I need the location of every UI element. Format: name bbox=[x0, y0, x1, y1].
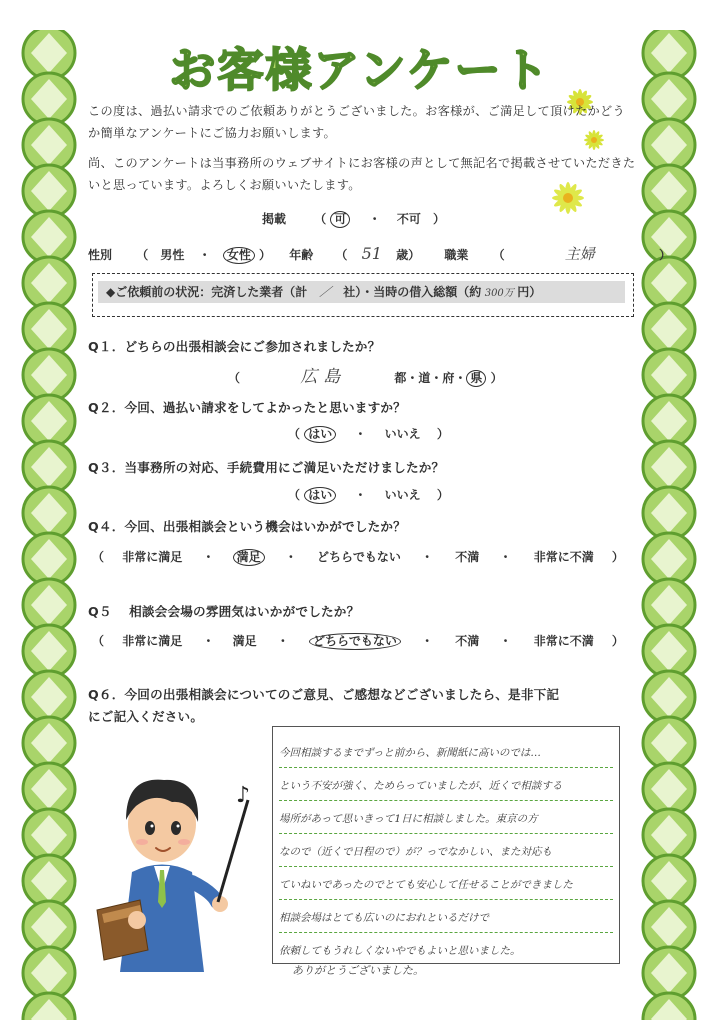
q5-option-dissatisfied[interactable]: 不満 bbox=[455, 634, 480, 648]
publish-label: 掲載 bbox=[262, 212, 287, 226]
q4-option-dissatisfied[interactable]: 不満 bbox=[455, 550, 480, 564]
comment-line: 場所があって思いきって1日に相談しました。東京の方 bbox=[279, 797, 613, 834]
q3-answer-row: （ はい ・ いいえ ） bbox=[288, 488, 449, 502]
comment-line: なので（近くで日程ので）が？っでなかしい、また対応も bbox=[279, 830, 613, 867]
comment-line: 今回相談するまでずっと前から、新聞紙に高いのでは… bbox=[279, 731, 613, 768]
question-6: Q６．今回の出張相談会についてのご意見、ご感想などございましたら、是非下記 bbox=[88, 687, 560, 702]
page-title bbox=[90, 30, 630, 108]
age-label: 年齢 bbox=[289, 248, 314, 262]
intro-paragraph: この度は、過払い請求でのご依頼ありがとうございました。お客様が、ご満足して頂けたかどうか簡単なアンケートにご協力お願いします。 bbox=[88, 104, 625, 140]
q5-option-satisfied[interactable]: 満足 bbox=[232, 634, 257, 648]
q1-prefecture-value[interactable]: 広島 bbox=[300, 367, 347, 387]
companies-count-field[interactable]: ／ bbox=[319, 285, 332, 299]
age-value[interactable]: 51 bbox=[361, 244, 382, 263]
comment-box[interactable] bbox=[272, 726, 620, 964]
q4-option-neutral[interactable]: どちらでもない bbox=[317, 550, 401, 564]
gender-female-option[interactable]: 女性 bbox=[223, 247, 255, 264]
q5-answer-row: （ 非常に満足 ・ 満足 ・ どちらでもない ・ 不満 ・ 非常に不満 ） bbox=[92, 634, 624, 648]
q4-option-satisfied[interactable]: 満足 bbox=[233, 549, 265, 566]
publish-permission-row: 掲載 （ 可 ・ 不可 ） bbox=[262, 212, 446, 226]
borrowing-amount-field[interactable]: 300万 bbox=[484, 288, 514, 299]
q2-yes-option[interactable]: はい bbox=[304, 426, 336, 443]
q3-no-option[interactable]: いいえ bbox=[384, 488, 421, 502]
gender-male-option[interactable]: 男性 bbox=[160, 248, 185, 262]
q1-ken-option[interactable]: 県 bbox=[466, 370, 486, 387]
occupation-label: 職業 bbox=[444, 248, 469, 262]
title-text: お客様アンケート bbox=[169, 43, 551, 97]
question-6-line-2: にご記入ください。 bbox=[88, 709, 204, 724]
prior-status-row: ◆ご依頼前の状況：完済した業者（計 ／ 社）・当時の借入総額（約 300万 円） bbox=[98, 281, 625, 303]
q4-answer-row: （ 非常に満足 ・ 満足 ・ どちらでもない ・ 不満 ・ 非常に不満 ） bbox=[92, 550, 624, 564]
comment-line: ていねいであったのでとても安心して任せることができました bbox=[279, 863, 613, 900]
question-4: Q４．今回、出張相談会という機会はいかがでしたか？ bbox=[88, 519, 406, 534]
question-2: Q２．今回、過払い請求をしてよかったと思いますか？ bbox=[88, 400, 406, 415]
q1-answer-row: （ 広島 都・道・府・ 県 ） bbox=[228, 367, 503, 387]
q2-answer-row: （ はい ・ いいえ ） bbox=[288, 427, 449, 441]
comment-line: 依頼してもうれしくないやでもよいと思いました。 bbox=[279, 929, 613, 964]
q4-option-very-satisfied[interactable]: 非常に満足 bbox=[122, 550, 183, 564]
question-5: Q５ 相談会会場の雰囲気はいかがでしたか？ bbox=[88, 604, 360, 619]
teacher-mascot-illustration bbox=[92, 742, 260, 972]
question-3: Q３．当事務所の対応、手続費用にご満足いただけましたか？ bbox=[88, 460, 445, 475]
left-decorative-border bbox=[18, 30, 80, 1020]
q5-option-very-satisfied[interactable]: 非常に満足 bbox=[122, 634, 183, 648]
right-decorative-border bbox=[638, 30, 700, 1020]
occupation-value[interactable]: 主婦 bbox=[564, 245, 595, 263]
q3-yes-option[interactable]: はい bbox=[304, 487, 336, 504]
publish-no-option[interactable]: 不可 bbox=[396, 212, 421, 226]
thanks-note: ありがとうございました。 bbox=[292, 964, 424, 977]
music-note-icon: ♪ bbox=[236, 783, 251, 808]
q5-option-neutral[interactable]: どちらでもない bbox=[309, 633, 401, 650]
question-1: Q１．どちらの出張相談会にご参加されましたか？ bbox=[88, 339, 381, 354]
publish-yes-option[interactable]: 可 bbox=[330, 211, 350, 228]
intro-paragraph-note: 尚、このアンケートは当事務所のウェブサイトにお客様の声として無記名で掲載させていただきたいと思っています。よろしくお願いいたします。 bbox=[88, 156, 636, 192]
q4-option-very-dissatisfied[interactable]: 非常に不満 bbox=[533, 550, 594, 564]
gender-label: 性別 bbox=[88, 248, 113, 262]
comment-line: という不安が強く、ためらっていましたが、近くで相談する bbox=[279, 764, 613, 801]
q2-no-option[interactable]: いいえ bbox=[384, 427, 421, 441]
q5-option-very-dissatisfied[interactable]: 非常に不満 bbox=[533, 634, 594, 648]
comment-line: 相談会場はとても広いのにおれといるだけで bbox=[279, 896, 613, 933]
profile-row: 性別 （ 男性 ・ 女性 ） 年齢 （ 51 歳） 職業 （ 主婦 ） bbox=[88, 244, 671, 263]
